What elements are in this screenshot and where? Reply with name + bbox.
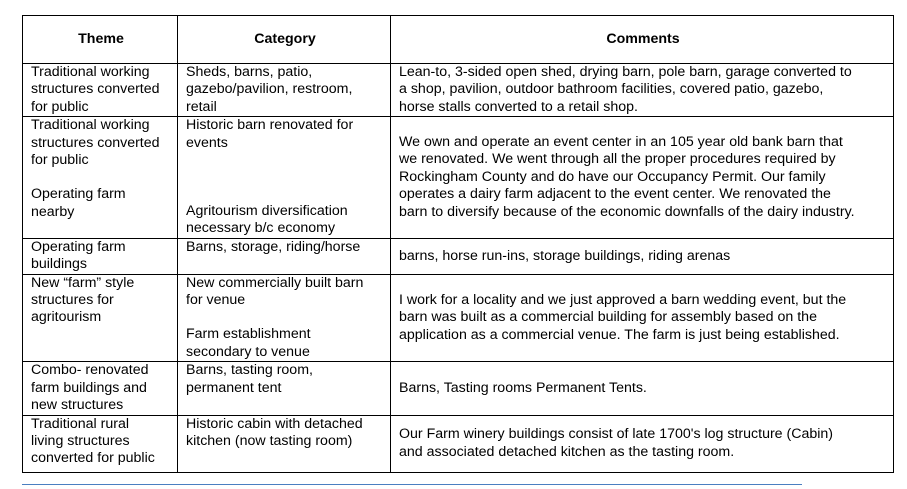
theme-line: Traditional rural [31,415,130,432]
category-line: Sheds, barns, patio, [186,64,313,80]
page-divider [22,484,802,485]
theme-line: structures converted [31,134,160,151]
table-row [23,238,894,274]
category-line: necessary b/c economy [186,220,336,237]
theme-cell [23,64,178,117]
category-line: Agritourism diversification [186,203,348,220]
theme-line: Traditional working [31,117,150,134]
comments-line: I work for a locality and we just approved a barn wedding event, but the [399,291,847,308]
comments-line: barn to diversify because of the economic downfalls of the dairy industry. [399,203,855,220]
table-row [23,415,894,472]
comments-line: Lean-to, 3-sided open shed, drying barn, pole barn, garage converted to [399,64,852,80]
theme-line: buildings [31,256,88,273]
category-line: Barns, storage, riding/horse [186,238,361,255]
theme-line: Traditional working [31,64,150,80]
theme-line: structures for [31,292,114,309]
table-row [23,274,894,362]
theme-line: for public [31,98,89,115]
comments-line: horse stalls converted to a retail shop. [399,98,638,115]
theme-cell [23,274,178,362]
comments-cell [391,415,894,472]
comments-line: application as a commercial venue. The farm is just being established. [399,326,840,343]
comments-line: Barns, Tasting rooms Permanent Tents. [399,379,647,396]
comments-cell [391,64,894,117]
category-cell [178,274,391,362]
category-cell [178,117,391,239]
category-line: New commercially built barn [186,274,364,291]
category-line: retail [186,98,217,115]
header-comments: Comments [391,16,894,64]
category-cell [178,415,391,472]
comments-line: a shop, pavilion, outdoor bathroom facilities, covered patio, gazebo, [399,81,824,98]
comments-cell [391,117,894,239]
comments-line: we renovated. We went through all the proper procedures required by [399,151,836,168]
comments-cell [391,238,894,274]
comments-line: barn was built as a commercial building for assembly based on the [399,309,817,326]
category-line: for venue [186,292,246,309]
comments-cell [391,362,894,415]
category-cell [178,64,391,117]
header-row [23,16,894,64]
category-line: Farm establishment [186,326,311,343]
category-line: Historic barn renovated for [186,117,354,134]
theme-line: New “farm” style [31,274,135,291]
category-cell [178,238,391,274]
theme-line: new structures [31,397,124,414]
comments-cell [391,274,894,362]
category-line: events [186,134,228,151]
header-category: Category [178,16,391,64]
category-line: kitchen (now tasting room) [186,432,353,449]
theme-line: Combo- renovated [31,362,149,379]
theme-cell [23,117,178,239]
comments-line: and associated detached kitchen as the tasting room. [399,443,735,460]
theme-line: structures converted [31,81,160,98]
comments-line: We own and operate an event center in an 105 year old bank barn that [399,134,843,151]
themes-table [22,15,894,473]
table-row [23,117,894,239]
theme-line: converted for public [31,450,155,467]
category-line: Historic cabin with detached [186,415,363,432]
category-line: Barns, tasting room, [186,362,313,379]
theme-line: Operating farm [31,238,126,255]
category-line: secondary to venue [186,343,310,360]
theme-line: Operating farm [31,186,126,203]
category-line: gazebo/pavilion, restroom, [186,81,353,98]
comments-line: Our Farm winery buildings consist of late 1700's log structure (Cabin) [399,426,834,443]
theme-cell [23,362,178,415]
theme-line: living structures [31,432,130,449]
table-row [23,362,894,415]
category-cell [178,362,391,415]
theme-cell [23,238,178,274]
category-line: permanent tent [186,379,282,396]
theme-line: agritourism [31,309,102,326]
theme-line: for public [31,152,89,169]
header-theme: Theme [23,16,178,64]
theme-line: farm buildings and [31,379,147,396]
theme-line: nearby [31,203,75,220]
comments-line: Rockingham County and do have our Occupancy Permit. Our family [399,168,826,185]
table-row [23,64,894,117]
comments-line: barns, horse run-ins, storage buildings, riding arenas [399,247,731,264]
theme-cell [23,415,178,472]
comments-line: operates a dairy farm adjacent to the event center. We renovated the [399,186,831,203]
